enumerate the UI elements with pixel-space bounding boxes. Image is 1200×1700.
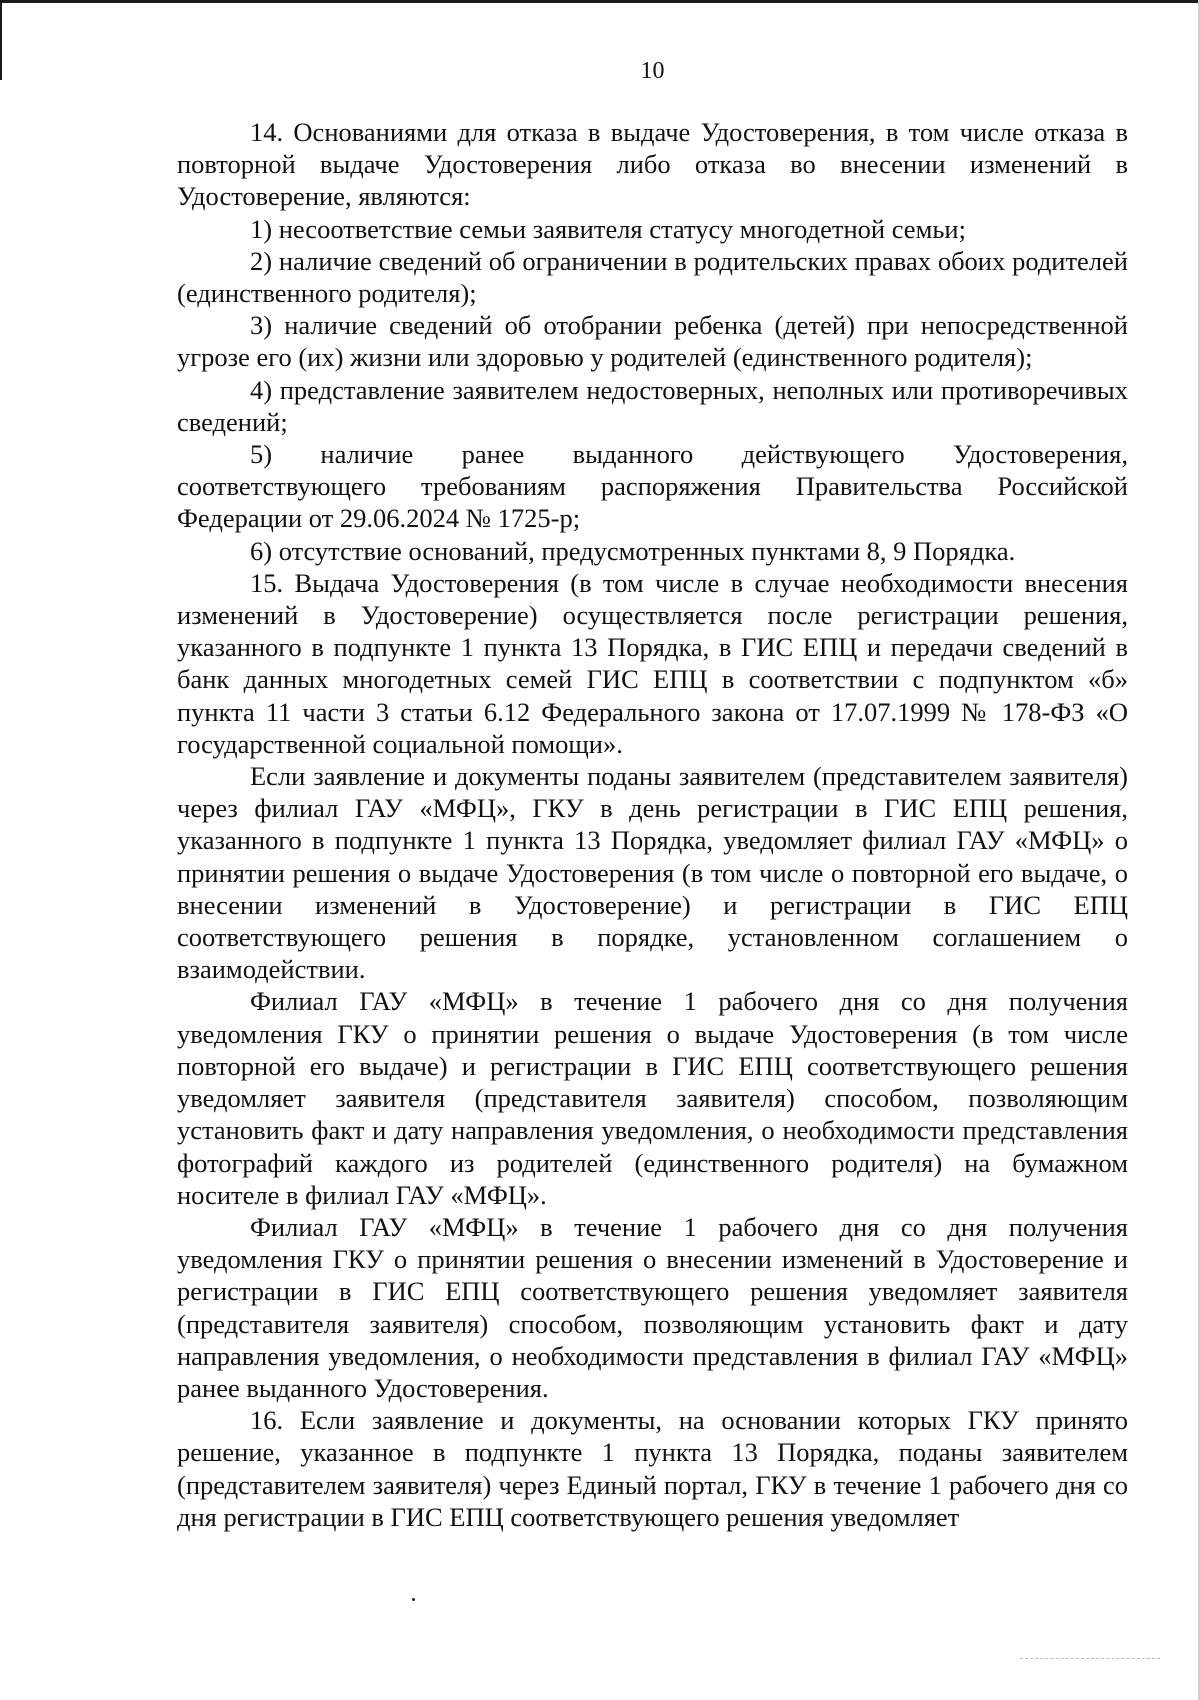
scan-border-top [0,0,1200,3]
paragraph-15: 15. Выдача Удостоверения (в том числе в случае необходимости внесения изменений в Удостоверение) осуществляется после регистрации решения, указанного в подпункте 1 пункта 13 Порядка, в ГИС ЕПЦ и передачи сведений в банк данных многодетных семей ГИС ЕПЦ в соответствии с подпунктом «б» пункта 11 части 3 статьи 6.12 Федерального закона от 17.07.1999 № 178-ФЗ «О государственной социальной помощи». [177,567,1128,759]
list-item-4: 4) представление заявителем недостоверных, неполных или противоречивых сведений; [177,374,1128,437]
list-item-3: 3) наличие сведений об отобрании ребенка (детей) при непосредственной угрозе его (их) жизни или здоровью у родителей (единственного родителя); [177,310,1128,373]
paragraph-15-mfc-notice: Если заявление и документы поданы заявителем (представителем заявителя) через филиал ГАУ «МФЦ», ГКУ в день регистрации в ГИС ЕПЦ решения, указанного в подпункте 1 пункта 13 Порядка, уведомляет филиал ГАУ «МФЦ» о принятии решения о выдаче Удостоверения (в том числе о повторной его выдаче, о внесении изменений в Удостоверение) и регистрации в ГИС ЕПЦ соответствующего решения в порядке, установленном соглашением о взаимодействии. [177,761,1128,985]
page-number: 10 [640,58,665,84]
document-body [177,116,1128,1533]
list-item-2: 2) наличие сведений об ограничении в родительских правах обоих родителей (единственного родителя); [177,245,1128,309]
scan-footer-mark [1020,1658,1160,1660]
paragraph-16: 16. Если заявление и документы, на основании которых ГКУ принято решение, указанное в подпункте 1 пункта 13 Порядка, поданы заявителем (представителем заявителя) через Единый портал, ГКУ в течение 1 рабочего дня со дня регистрации в ГИС ЕПЦ соответствующего решения уведомляет [177,1405,1128,1532]
paragraph-15-mfc-changes: Филиал ГАУ «МФЦ» в течение 1 рабочего дня со дня получения уведомления ГКУ о принятии решения о внесении изменений в Удостоверение и регистрации в ГИС ЕПЦ соответствующего решения уведомляет заявителя (представителя заявителя) способом, позволяющим установить факт и дату направления уведомления, о необходимости представления в филиал ГАУ «МФЦ» ранее выданного Удостоверения. [177,1211,1128,1403]
paragraph-14: 14. Основаниями для отказа в выдаче Удостоверения, в том числе отказа в повторной выдаче Удостоверения либо отказа во внесении изменений в Удостоверение, являются: [177,117,1128,212]
list-item-6: 6) отсутствие оснований, предусмотренных пунктами 8, 9 Порядка. [250,535,1016,566]
paragraph-15-mfc-issue: Филиал ГАУ «МФЦ» в течение 1 рабочего дня со дня получения уведомления ГКУ о принятии решения о выдаче Удостоверения (в том числе повторной его выдаче) и регистрации в ГИС ЕПЦ соответствующего решения уведомляет заявителя (представителя заявителя) способом, позволяющим установить факт и дату направления уведомления, о необходимости представления фотографий каждого из родителей (единственного родителя) на бумажном носителе в филиал ГАУ «МФЦ». [177,986,1128,1210]
scan-speck [412,1598,415,1601]
list-item-1: 1) несоответствие семьи заявителя статусу многодетной семьи; [250,213,966,244]
list-item-5: 5) наличие ранее выданного действующего Удостоверения, соответствующего требованиям распоряжения Правительства Российской Федерации от 29.06.2024 № 1725-р; [177,439,1128,534]
